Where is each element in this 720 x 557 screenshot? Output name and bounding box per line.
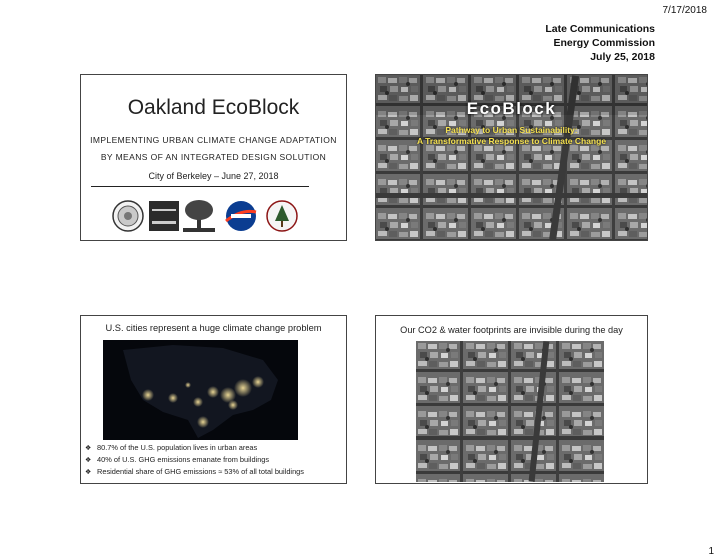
berkeley-lab-logo: [149, 201, 179, 231]
slide-title: EcoBlock: [466, 99, 557, 118]
city-of-oakland-logo: [183, 200, 215, 232]
document-header: [545, 22, 655, 64]
bullet-list: [85, 442, 345, 478]
slide-subtitle: [81, 132, 346, 166]
slide-ecoblock-pathway: [375, 74, 648, 241]
page-number: 1: [708, 546, 714, 557]
partner-logos: [111, 199, 321, 233]
slide-city-date: City of Berkeley – June 27, 2018: [148, 171, 279, 181]
subtitle-line: IMPLEMENTING URBAN CLIMATE CHANGE ADAPTATION: [90, 135, 337, 145]
north-america-night-lights-map: [103, 340, 298, 440]
subtitle-line: A Transformative Response to Climate Change: [416, 136, 607, 146]
slide-title: Our CO2 & water footprints are invisible during the day: [400, 325, 623, 335]
header-line: July 25, 2018: [590, 51, 655, 63]
stanford-seal-logo: [267, 201, 297, 231]
slide-footprints-invisible: [375, 315, 648, 484]
slide-title: U.S. cities represent a huge climate change problem: [105, 323, 322, 333]
subtitle-line: Pathway to Urban Sustainability:: [445, 125, 578, 135]
divider: [91, 186, 309, 187]
list-item: ❖ 40% of U.S. GHG emissions emanate from buildings: [85, 454, 345, 466]
bullet-diamond-icon: ❖: [85, 469, 92, 476]
aerial-neighborhood-photo: [416, 341, 604, 482]
slide-subtitle: [376, 125, 647, 147]
list-item: ❖ Residential share of GHG emissions ≈ 53% of all total buildings: [85, 466, 345, 478]
nasa-logo: [226, 201, 256, 231]
university-seal-logo: [113, 201, 143, 231]
header-line: Late Communications: [545, 23, 655, 35]
header-line: Energy Commission: [553, 37, 655, 49]
bullet-diamond-icon: ❖: [85, 457, 92, 464]
page-date: 7/17/2018: [662, 5, 707, 16]
slide-title-oakland-ecoblock: [80, 74, 347, 241]
subtitle-line: BY MEANS OF AN INTEGRATED DESIGN SOLUTION: [100, 152, 327, 162]
list-item: ❖ 80.7% of the U.S. population lives in urban areas: [85, 442, 345, 454]
bullet-diamond-icon: ❖: [85, 445, 92, 452]
slide-title: Oakland EcoBlock: [127, 96, 300, 119]
slide-us-cities-climate: [80, 315, 347, 484]
